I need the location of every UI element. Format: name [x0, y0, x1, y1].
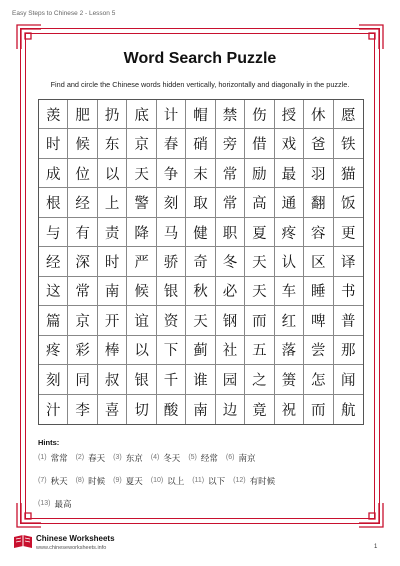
grid-cell[interactable]: 职: [216, 218, 245, 247]
grid-cell[interactable]: 扔: [98, 100, 127, 129]
hint-number: (6): [225, 454, 235, 461]
hint-word: 经常: [200, 453, 218, 464]
word-search-grid: [38, 99, 364, 425]
grid-cell[interactable]: 箦: [275, 365, 304, 394]
grid-cell[interactable]: 经: [68, 188, 97, 217]
grid-cell[interactable]: 而: [245, 306, 274, 335]
grid-cell[interactable]: 有: [68, 218, 97, 247]
grid-cell[interactable]: 银: [127, 365, 156, 394]
hint-item: [226, 452, 256, 463]
grid-cell[interactable]: 资: [157, 306, 186, 335]
course-header: Easy Steps to Chinese 2 - Lesson 5: [12, 10, 116, 17]
hint-word: 有时候: [249, 476, 276, 487]
hints-heading: Hints:: [38, 438, 60, 447]
grid-cell[interactable]: 怎: [304, 365, 333, 394]
grid-cell[interactable]: 东: [98, 129, 127, 158]
frame-corner-ornament: [16, 24, 42, 50]
hint-number: (1): [38, 454, 47, 461]
grid-cell[interactable]: 以: [127, 336, 156, 365]
grid-cell[interactable]: 夏: [245, 218, 274, 247]
grid-cell[interactable]: 深: [68, 247, 97, 276]
grid-cell[interactable]: 睡: [304, 277, 333, 306]
grid-cell[interactable]: 汁: [39, 395, 68, 424]
hint-item: [151, 452, 181, 463]
grid-cell[interactable]: 京: [68, 306, 97, 335]
grid-cell[interactable]: 更: [334, 218, 363, 247]
grid-cell[interactable]: 责: [98, 218, 127, 247]
page-number: 1: [374, 544, 378, 550]
hint-number: (2): [75, 454, 85, 461]
hint-number: (13): [38, 500, 51, 507]
grid-cell[interactable]: 经: [39, 247, 68, 276]
grid-cell[interactable]: 以: [98, 159, 127, 188]
grid-cell[interactable]: 戏: [275, 129, 304, 158]
grid-cell[interactable]: 底: [127, 100, 156, 129]
grid-cell[interactable]: 常: [216, 188, 245, 217]
grid-cell[interactable]: 借: [245, 129, 274, 158]
grid-cell[interactable]: 同: [68, 365, 97, 394]
hint-number: (4): [150, 454, 160, 461]
grid-cell[interactable]: 书: [334, 277, 363, 306]
grid-cell[interactable]: 上: [98, 188, 127, 217]
grid-cell[interactable]: 而: [304, 395, 333, 424]
grid-cell[interactable]: 常: [216, 159, 245, 188]
grid-cell[interactable]: 争: [157, 159, 186, 188]
grid-cell[interactable]: 爸: [304, 129, 333, 158]
grid-cell[interactable]: 羡: [39, 100, 68, 129]
grid-cell[interactable]: 帽: [186, 100, 215, 129]
footer-brand: Chinese Worksheets: [36, 534, 115, 543]
grid-cell[interactable]: 刻: [39, 365, 68, 394]
hint-number: (3): [113, 454, 122, 461]
hint-number: (9): [113, 477, 122, 484]
grid-cell[interactable]: 成: [39, 159, 68, 188]
grid-cell[interactable]: 叔: [98, 365, 127, 394]
hint-item: [38, 452, 68, 463]
hint-number: (7): [38, 477, 47, 484]
grid-cell[interactable]: 时: [98, 247, 127, 276]
grid-cell[interactable]: 五: [245, 336, 274, 365]
hint-item: [113, 452, 143, 463]
grid-cell[interactable]: 根: [39, 188, 68, 217]
grid-cell[interactable]: 京: [127, 129, 156, 158]
grid-cell[interactable]: 最: [275, 159, 304, 188]
grid-cell[interactable]: 祝: [275, 395, 304, 424]
grid-cell[interactable]: 开: [98, 306, 127, 335]
grid-cell[interactable]: 尝: [304, 336, 333, 365]
frame-corner-ornament: [358, 24, 384, 50]
grid-cell[interactable]: 严: [127, 247, 156, 276]
hint-number: (10): [150, 477, 164, 484]
grid-cell[interactable]: 航: [341, 402, 356, 419]
grid-cell[interactable]: 下: [157, 336, 186, 365]
page-title: Word Search Puzzle: [123, 50, 277, 67]
grid-cell[interactable]: 时: [39, 129, 68, 158]
hint-number: (12): [233, 477, 246, 484]
hint-item: [38, 475, 68, 486]
grid-cell[interactable]: 竟: [245, 395, 274, 424]
grid-cell[interactable]: 降: [127, 218, 156, 247]
grid-cell[interactable]: 马: [157, 218, 186, 247]
grid-cell[interactable]: 彩: [68, 336, 97, 365]
grid-cell[interactable]: 羽: [304, 159, 333, 188]
hint-item: [76, 452, 106, 463]
grid-cell[interactable]: 疼: [39, 336, 68, 365]
hint-item: [76, 475, 106, 486]
grid-cell[interactable]: 通: [275, 188, 304, 217]
grid-cell[interactable]: 旁: [216, 129, 245, 158]
grid-cell[interactable]: 授: [275, 100, 304, 129]
grid-cell[interactable]: 谁: [186, 365, 215, 394]
grid-cell[interactable]: 天: [186, 306, 215, 335]
grid-cell[interactable]: 伤: [245, 100, 274, 129]
hint-item: [38, 498, 71, 509]
grid-cell[interactable]: 南: [186, 395, 215, 424]
grid-cell[interactable]: 骄: [157, 247, 186, 276]
hint-number: (8): [75, 477, 85, 484]
grid-cell[interactable]: 肥: [68, 100, 97, 129]
grid-cell[interactable]: 车: [275, 277, 304, 306]
hint-item: [151, 475, 184, 486]
grid-cell[interactable]: 天: [245, 277, 274, 306]
grid-cell[interactable]: 必: [216, 277, 245, 306]
grid-cell[interactable]: 常: [68, 277, 97, 306]
grid-cell[interactable]: 蓟: [186, 336, 215, 365]
grid-cell[interactable]: 谊: [127, 306, 156, 335]
grid-cell[interactable]: 切: [127, 395, 156, 424]
grid-cell[interactable]: 容: [304, 218, 333, 247]
grid-cell[interactable]: 取: [186, 188, 215, 217]
grid-cell[interactable]: 计: [157, 100, 186, 129]
hint-number: (5): [188, 454, 197, 461]
grid-cell[interactable]: 译: [334, 247, 363, 276]
hint-item: [192, 475, 225, 486]
grid-cell[interactable]: 铁: [334, 129, 363, 158]
grid-cell[interactable]: 与: [39, 218, 68, 247]
hint-item: [188, 452, 218, 463]
grid-cell[interactable]: 天: [127, 159, 156, 188]
grid-cell[interactable]: 警: [127, 188, 156, 217]
grid-cell[interactable]: 这: [39, 277, 68, 306]
grid-cell[interactable]: 落: [275, 336, 304, 365]
grid-cell[interactable]: 候: [68, 129, 97, 158]
grid-cell[interactable]: 候: [127, 277, 156, 306]
grid-cell[interactable]: 末: [186, 159, 215, 188]
grid-cell[interactable]: 位: [68, 159, 97, 188]
grid-cell[interactable]: 硝: [186, 129, 215, 158]
grid-cell[interactable]: 之: [245, 365, 274, 394]
grid-cell[interactable]: 篇: [39, 306, 68, 335]
grid-cell[interactable]: 奇: [186, 247, 215, 276]
hint-word: 秋天: [50, 476, 68, 487]
grid-cell[interactable]: 翻: [304, 188, 333, 217]
hint-word: 东京: [125, 453, 143, 464]
grid-cell[interactable]: 银: [157, 277, 186, 306]
grid-cell[interactable]: 健: [186, 218, 215, 247]
instructions-text: Find and circle the Chinese words hidden vertically, horizontally and diagonally in the puzzle.: [50, 80, 350, 89]
hint-word: 南京: [238, 453, 256, 464]
grid-cell[interactable]: 闻: [334, 365, 363, 394]
hint-word: 时候: [88, 476, 106, 487]
grid-cell[interactable]: 秋: [186, 277, 215, 306]
grid-cell[interactable]: 李: [68, 395, 97, 424]
footer-url[interactable]: www.chineseworksheets.info: [36, 545, 107, 551]
grid-cell[interactable]: 钢: [216, 306, 245, 335]
hints-list: [38, 452, 368, 509]
grid-cell[interactable]: 冬: [216, 247, 245, 276]
hint-word: 冬天: [163, 453, 181, 464]
grid-cell[interactable]: 春: [157, 129, 186, 158]
hint-word: 常常: [50, 453, 68, 464]
grid-cell[interactable]: 饭: [334, 188, 363, 217]
grid-cell[interactable]: 认: [275, 247, 304, 276]
hint-word: 春天: [88, 453, 106, 464]
hint-number: (11): [192, 477, 205, 484]
grid-cell[interactable]: 愿: [334, 100, 363, 129]
grid-cell[interactable]: 酸: [157, 395, 186, 424]
grid-cell[interactable]: 啤: [304, 306, 333, 335]
grid-cell[interactable]: 励: [245, 159, 274, 188]
grid-cell[interactable]: 天: [245, 247, 274, 276]
grid-cell[interactable]: 疼: [275, 218, 304, 247]
hint-item: [233, 475, 275, 486]
hint-word: 最高: [54, 499, 72, 510]
grid-cell[interactable]: 社: [216, 336, 245, 365]
grid-cell[interactable]: 边: [216, 395, 245, 424]
hint-word: 以上: [167, 476, 185, 487]
grid-cell[interactable]: 喜: [98, 395, 127, 424]
grid-cell[interactable]: 园: [216, 365, 245, 394]
hint-word: 夏天: [125, 476, 143, 487]
chinese-worksheets-logo: [12, 534, 34, 550]
grid-cell[interactable]: 猫: [334, 159, 363, 188]
grid-cell[interactable]: 高: [245, 188, 274, 217]
grid-cell[interactable]: 休: [304, 100, 333, 129]
grid-cell[interactable]: 那: [334, 336, 363, 365]
hint-item: [113, 475, 143, 486]
grid-cell[interactable]: 区: [304, 247, 333, 276]
grid-cell[interactable]: 普: [334, 306, 363, 335]
grid-cell[interactable]: 禁: [216, 100, 245, 129]
grid-cell[interactable]: 红: [275, 306, 304, 335]
grid-cell[interactable]: 南: [98, 277, 127, 306]
hint-word: 以下: [208, 476, 226, 487]
grid-cell[interactable]: 棒: [98, 336, 127, 365]
grid-cell[interactable]: 刻: [157, 188, 186, 217]
grid-cell[interactable]: 千: [157, 365, 186, 394]
